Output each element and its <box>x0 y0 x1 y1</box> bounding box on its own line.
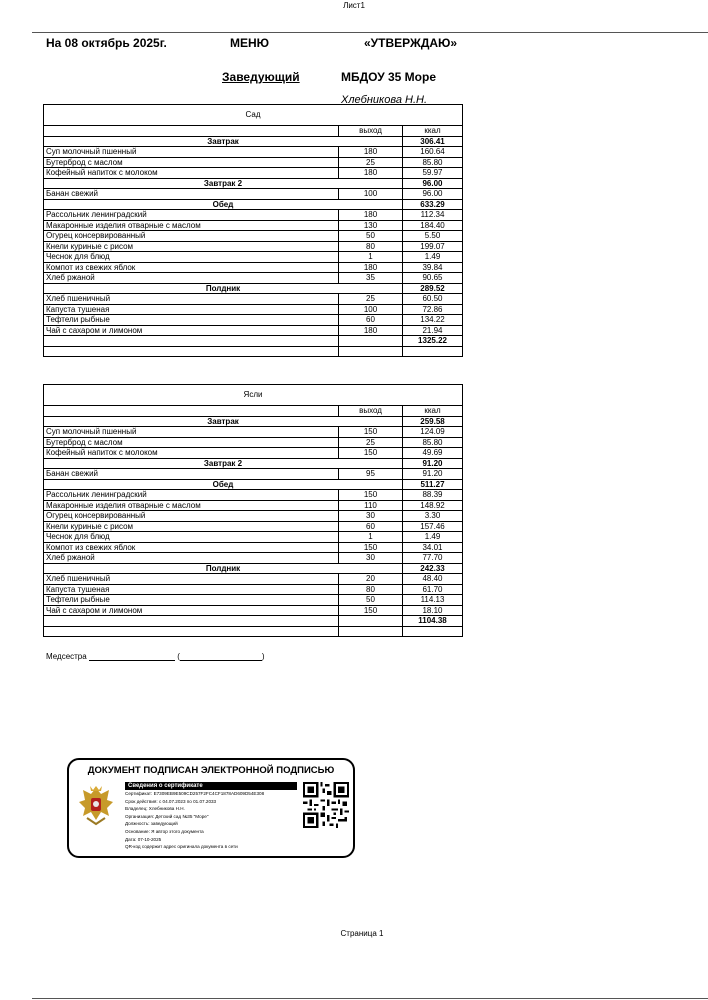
dish-output: 80 <box>339 241 403 252</box>
dish-kcal: 85.80 <box>403 437 463 448</box>
menu-date: На 08 октябрь 2025г. <box>46 36 167 50</box>
blank-cell <box>403 626 463 637</box>
top-rule <box>32 32 708 33</box>
dish-kcal: 1.49 <box>403 532 463 543</box>
dish-output: 150 <box>339 542 403 553</box>
dish-kcal: 124.09 <box>403 427 463 438</box>
meal-section-name: Обед <box>44 199 403 210</box>
blank-cell <box>339 626 403 637</box>
column-header-row <box>44 406 463 417</box>
dish-name: Кнели куриные с рисом <box>44 521 339 532</box>
meal-section-name: Завтрак 2 <box>44 178 403 189</box>
dish-output: 100 <box>339 304 403 315</box>
dish-name: Чай с сахаром и лимоном <box>44 605 339 616</box>
approve-label: «УТВЕРЖДАЮ» <box>364 36 458 50</box>
meal-section-row <box>44 199 463 210</box>
sheet-name: Лист1 <box>343 1 365 10</box>
dish-row <box>44 294 463 305</box>
dish-kcal: 39.84 <box>403 262 463 273</box>
dish-name: Хлеб пшеничный <box>44 574 339 585</box>
head-name: Хлебникова Н.Н. <box>341 94 428 106</box>
meal-section-total: 306.41 <box>403 136 463 147</box>
dish-output: 180 <box>339 325 403 336</box>
certificate-line: Владелец: Хлебникова Н.Н. <box>125 806 185 812</box>
dish-name: Хлеб ржаной <box>44 553 339 564</box>
dish-output: 100 <box>339 189 403 200</box>
certificate-line: Основание: Я автор этого документа <box>125 828 204 834</box>
dish-row <box>44 220 463 231</box>
dish-name: Огурец консервированный <box>44 231 339 242</box>
grand-total-blank <box>44 616 339 627</box>
menu-title: МЕНЮ <box>230 36 270 50</box>
dish-output: 60 <box>339 315 403 326</box>
dish-name: Рассольник ленинградский <box>44 490 339 501</box>
dish-kcal: 18.10 <box>403 605 463 616</box>
dish-output: 25 <box>339 437 403 448</box>
dish-output: 150 <box>339 448 403 459</box>
dish-kcal: 21.94 <box>403 325 463 336</box>
column-header-dish <box>44 406 339 417</box>
dish-kcal: 112.34 <box>403 210 463 221</box>
dish-output: 25 <box>339 294 403 305</box>
dish-name: Хлеб пшеничный <box>44 294 339 305</box>
meal-section-row <box>44 479 463 490</box>
meal-section-total: 259.58 <box>403 416 463 427</box>
dish-row <box>44 147 463 158</box>
dish-kcal: 34.01 <box>403 542 463 553</box>
table-caption: Ясли <box>44 385 463 406</box>
blank-row <box>44 626 463 637</box>
certificate-line: Дата: 07-10-2025 <box>125 836 162 842</box>
head-position: Заведующий <box>222 70 300 84</box>
grand-total-blank <box>44 336 339 347</box>
dish-output: 25 <box>339 157 403 168</box>
dish-row <box>44 605 463 616</box>
dish-name: Бутерброд с маслом <box>44 437 339 448</box>
dish-row <box>44 273 463 284</box>
certificate-line: QR-код содержит адрес оригинала документа в сети <box>125 844 238 850</box>
dish-output: 150 <box>339 605 403 616</box>
dish-name: Компот из свежих яблок <box>44 262 339 273</box>
dish-kcal: 184.40 <box>403 220 463 231</box>
dish-name: Кофейный напиток с молоком <box>44 448 339 459</box>
dish-kcal: 61.70 <box>403 584 463 595</box>
dish-kcal: 49.69 <box>403 448 463 459</box>
column-header-dish <box>44 126 339 137</box>
dish-output: 1 <box>339 252 403 263</box>
grand-total-row <box>44 616 463 627</box>
dish-kcal: 160.64 <box>403 147 463 158</box>
dish-kcal: 59.97 <box>403 168 463 179</box>
nurse-paren-open: ( <box>177 652 180 661</box>
menu-table-sad <box>43 104 463 357</box>
dish-kcal: 77.70 <box>403 553 463 564</box>
dish-kcal: 72.86 <box>403 304 463 315</box>
nurse-name-line[interactable] <box>180 652 262 661</box>
dish-name: Капуста тушеная <box>44 584 339 595</box>
dish-kcal: 157.46 <box>403 521 463 532</box>
column-header-output: выход <box>339 406 403 417</box>
meal-section-total: 633.29 <box>403 199 463 210</box>
meal-section-row <box>44 416 463 427</box>
coat-of-arms-icon <box>77 782 115 826</box>
dish-kcal: 60.50 <box>403 294 463 305</box>
dish-row <box>44 532 463 543</box>
dish-kcal: 134.22 <box>403 315 463 326</box>
dish-row <box>44 500 463 511</box>
dish-name: Кофейный напиток с молоком <box>44 168 339 179</box>
dish-row <box>44 574 463 585</box>
blank-cell <box>339 346 403 357</box>
nurse-signature <box>46 652 265 661</box>
dish-row <box>44 168 463 179</box>
grand-total-blank <box>339 616 403 627</box>
electronic-signature-stamp <box>67 758 355 858</box>
dish-kcal: 1.49 <box>403 252 463 263</box>
dish-name: Капуста тушеная <box>44 304 339 315</box>
dish-output: 180 <box>339 168 403 179</box>
dish-row <box>44 304 463 315</box>
dish-kcal: 96.00 <box>403 189 463 200</box>
dish-output: 180 <box>339 147 403 158</box>
dish-name: Компот из свежих яблок <box>44 542 339 553</box>
blank-cell <box>44 346 339 357</box>
qr-code-icon[interactable] <box>303 782 349 828</box>
dish-output: 60 <box>339 521 403 532</box>
dish-name: Суп молочный пшенный <box>44 427 339 438</box>
dish-row <box>44 262 463 273</box>
meal-section-row <box>44 458 463 469</box>
column-header-kcal: ккал <box>403 126 463 137</box>
dish-name: Макаронные изделия отварные с маслом <box>44 500 339 511</box>
blank-cell <box>44 626 339 637</box>
meal-section-row <box>44 563 463 574</box>
dish-name: Чай с сахаром и лимоном <box>44 325 339 336</box>
dish-kcal: 199.07 <box>403 241 463 252</box>
dish-row <box>44 437 463 448</box>
grand-total-value: 1104.38 <box>403 616 463 627</box>
dish-output: 50 <box>339 595 403 606</box>
dish-row <box>44 210 463 221</box>
dish-kcal: 90.65 <box>403 273 463 284</box>
dish-output: 35 <box>339 273 403 284</box>
dish-kcal: 5.50 <box>403 231 463 242</box>
meal-section-name: Полдник <box>44 563 403 574</box>
certificate-line: Сертификат: E7309EB9E509CD257F2FC4CF1878AD609D54E308 <box>125 791 265 796</box>
dish-name: Чеснок для блюд <box>44 252 339 263</box>
menu-table-yasli <box>43 384 463 637</box>
meal-section-total: 289.52 <box>403 283 463 294</box>
dish-kcal: 114.13 <box>403 595 463 606</box>
bottom-rule <box>32 998 708 999</box>
meal-section-row <box>44 283 463 294</box>
dish-row <box>44 427 463 438</box>
dish-row <box>44 157 463 168</box>
dish-output: 180 <box>339 210 403 221</box>
grand-total-blank <box>339 336 403 347</box>
dish-name: Огурец консервированный <box>44 511 339 522</box>
dish-row <box>44 325 463 336</box>
meal-section-name: Обед <box>44 479 403 490</box>
dish-kcal: 48.40 <box>403 574 463 585</box>
dish-kcal: 148.92 <box>403 500 463 511</box>
dish-output: 110 <box>339 500 403 511</box>
dish-output: 150 <box>339 427 403 438</box>
column-header-kcal: ккал <box>403 406 463 417</box>
table-caption-row <box>44 105 463 126</box>
dish-name: Чеснок для блюд <box>44 532 339 543</box>
dish-row <box>44 511 463 522</box>
meal-section-total: 511.27 <box>403 479 463 490</box>
dish-row <box>44 252 463 263</box>
table-caption: Сад <box>44 105 463 126</box>
column-header-row <box>44 126 463 137</box>
meal-section-name: Завтрак 2 <box>44 458 403 469</box>
dish-row <box>44 315 463 326</box>
dish-row <box>44 189 463 200</box>
dish-name: Рассольник ленинградский <box>44 210 339 221</box>
dish-output: 150 <box>339 490 403 501</box>
dish-row <box>44 241 463 252</box>
meal-section-total: 242.33 <box>403 563 463 574</box>
dish-output: 20 <box>339 574 403 585</box>
dish-name: Макаронные изделия отварные с маслом <box>44 220 339 231</box>
dish-output: 180 <box>339 262 403 273</box>
certificate-line: Организация: Детский сад №35 "Море" <box>125 813 209 819</box>
dish-output: 1 <box>339 532 403 543</box>
dish-kcal: 91.20 <box>403 469 463 480</box>
dish-kcal: 3.30 <box>403 511 463 522</box>
dish-row <box>44 595 463 606</box>
meal-section-name: Полдник <box>44 283 403 294</box>
dish-output: 80 <box>339 584 403 595</box>
certificate-line: Срок действия: с 04.07.2023 по 01.07.2033 <box>125 798 217 804</box>
blank-row <box>44 346 463 357</box>
dish-name: Кнели куриные с рисом <box>44 241 339 252</box>
dish-kcal: 85.80 <box>403 157 463 168</box>
grand-total-value: 1325.22 <box>403 336 463 347</box>
dish-row <box>44 448 463 459</box>
nurse-paren-close: ) <box>261 652 265 661</box>
meal-section-total: 91.20 <box>403 458 463 469</box>
dish-kcal: 88.39 <box>403 490 463 501</box>
certificate-line: Должность: заведующий <box>125 821 178 827</box>
table-caption-row <box>44 385 463 406</box>
dish-name: Суп молочный пшенный <box>44 147 339 158</box>
dish-row <box>44 490 463 501</box>
nurse-signature-line[interactable] <box>89 652 175 661</box>
stamp-title: ДОКУМЕНТ ПОДПИСАН ЭЛЕКТРОННОЙ ПОДПИСЬЮ <box>87 765 335 776</box>
meal-section-name: Завтрак <box>44 136 403 147</box>
blank-cell <box>403 346 463 357</box>
dish-row <box>44 542 463 553</box>
dish-name: Хлеб ржаной <box>44 273 339 284</box>
dish-output: 30 <box>339 511 403 522</box>
dish-row <box>44 469 463 480</box>
dish-name: Банан свежий <box>44 189 339 200</box>
meal-section-row <box>44 136 463 147</box>
certificate-details <box>125 782 297 851</box>
meal-section-name: Завтрак <box>44 416 403 427</box>
page-number: Страница 1 <box>340 929 384 938</box>
dish-row <box>44 231 463 242</box>
dish-row <box>44 553 463 564</box>
dish-row <box>44 584 463 595</box>
dish-output: 30 <box>339 553 403 564</box>
dish-name: Тефтели рыбные <box>44 315 339 326</box>
dish-name: Бутерброд с маслом <box>44 157 339 168</box>
dish-output: 95 <box>339 469 403 480</box>
nurse-label: Медсестра <box>46 652 87 661</box>
meal-section-total: 96.00 <box>403 178 463 189</box>
dish-row <box>44 521 463 532</box>
dish-output: 130 <box>339 220 403 231</box>
school-name: МБДОУ 35 Море <box>341 70 437 84</box>
dish-name: Тефтели рыбные <box>44 595 339 606</box>
dish-output: 50 <box>339 231 403 242</box>
dish-name: Банан свежий <box>44 469 339 480</box>
grand-total-row <box>44 336 463 347</box>
certificate-header: Сведения о сертификате <box>125 782 297 790</box>
meal-section-row <box>44 178 463 189</box>
column-header-output: выход <box>339 126 403 137</box>
